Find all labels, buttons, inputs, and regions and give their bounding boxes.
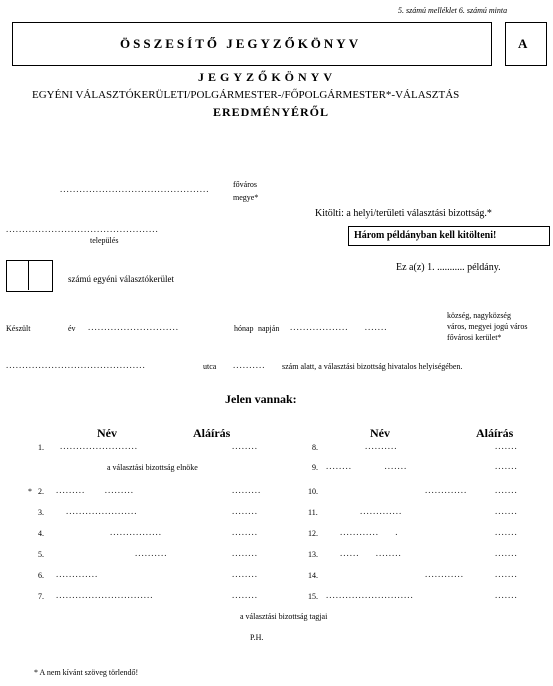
right-row-number: 12.: [308, 529, 318, 538]
district-label: számú egyéni választókerület: [68, 274, 174, 284]
right-row-signature-blank[interactable]: .......: [495, 506, 518, 516]
right-row-name-blank[interactable]: ........ .......: [326, 461, 408, 471]
month-blank[interactable]: ............................: [88, 322, 179, 332]
right-row-name-blank[interactable]: ...........................: [326, 590, 414, 600]
left-row-signature-blank[interactable]: ........: [232, 527, 258, 537]
kozseg-line-2: város, megyei jogú város: [447, 322, 528, 331]
street-blank[interactable]: ...........................................: [6, 360, 146, 370]
right-row-name-blank[interactable]: .............: [360, 506, 403, 516]
copy-number: Ez a(z) 1. ........... példány.: [396, 262, 501, 273]
elnoke-label: a választási bizottság elnöke: [107, 463, 198, 472]
left-col-signature-header: Aláírás: [193, 426, 231, 440]
left-row-name-blank[interactable]: ........................: [60, 441, 138, 451]
left-row-number: 1.: [38, 443, 44, 452]
left-row-number: 7.: [38, 592, 44, 601]
three-copies-note: Három példányban kell kitölteni!: [354, 230, 497, 241]
right-row-name-blank[interactable]: ............ .: [340, 527, 399, 537]
szam-alatt-text: szám alatt, a választási bizottság hivatalos helyiségében.: [282, 362, 463, 371]
left-row-signature-blank[interactable]: ........: [232, 441, 258, 451]
district-number-box[interactable]: [6, 260, 53, 292]
left-row-number: 4.: [38, 529, 44, 538]
left-row-name-blank[interactable]: ..............................: [56, 590, 154, 600]
settlement-blank[interactable]: ...............................................: [6, 224, 159, 234]
right-row-name-blank[interactable]: ............: [425, 569, 464, 579]
right-row-signature-blank[interactable]: .......: [495, 485, 518, 495]
telepules-label: település: [90, 236, 119, 245]
left-row-number: 2.: [38, 487, 44, 496]
left-row-name-blank[interactable]: ................: [110, 527, 162, 537]
kitolti-note: Kitölti: a helyi/területi választási bizottság.*: [315, 208, 492, 219]
place-blank[interactable]: .................. .......: [290, 322, 388, 332]
subtitle-line-2: EREDMÉNYÉRŐL: [213, 105, 330, 119]
annex-reference: 5. számú melléklet 6. számú minta: [398, 6, 508, 15]
left-row-name-blank[interactable]: ......... .........: [56, 485, 134, 495]
right-row-number: 8.: [312, 443, 318, 452]
napjan-label: napján: [258, 324, 280, 333]
right-row-name-blank[interactable]: ..........: [365, 441, 398, 451]
left-row-number: 5.: [38, 550, 44, 559]
left-row-number: 6.: [38, 571, 44, 580]
right-row-name-blank[interactable]: .............: [425, 485, 468, 495]
right-row-signature-blank[interactable]: .......: [495, 548, 518, 558]
left-row-number: 3.: [38, 508, 44, 517]
keszult-label: Készült: [6, 324, 31, 333]
honap-label: hónap: [234, 324, 254, 333]
utca-label: utca: [203, 362, 217, 371]
kozseg-line-3: fővárosi kerület*: [447, 333, 502, 342]
kozseg-line-1: község, nagyközség: [447, 311, 511, 320]
left-col-name-header: Név: [97, 426, 117, 440]
ph-stamp-label: P.H.: [250, 633, 264, 642]
jelen-vannak-heading: Jelen vannak:: [225, 392, 297, 406]
right-row-number: 14.: [308, 571, 318, 580]
right-row-signature-blank[interactable]: .......: [495, 590, 518, 600]
right-row-number: 9.: [312, 463, 318, 472]
footnote: * A nem kívánt szöveg törlendő!: [34, 668, 139, 677]
tagjai-label: a választási bizottság tagjai: [240, 612, 328, 621]
left-row-number: *: [28, 487, 32, 496]
right-row-number: 10.: [308, 487, 318, 496]
form-letter: A: [518, 36, 528, 51]
megye-label: megye*: [233, 193, 259, 202]
right-row-signature-blank[interactable]: .......: [495, 441, 518, 451]
right-row-signature-blank[interactable]: .......: [495, 527, 518, 537]
right-row-signature-blank[interactable]: .......: [495, 569, 518, 579]
right-row-name-blank[interactable]: ...... ........: [340, 548, 402, 558]
district-box-divider: [28, 260, 29, 290]
left-row-name-blank[interactable]: ......................: [66, 506, 138, 516]
county-blank[interactable]: ..............................................: [60, 184, 210, 194]
right-row-signature-blank[interactable]: .......: [495, 461, 518, 471]
left-row-signature-blank[interactable]: ........: [232, 590, 258, 600]
left-row-signature-blank[interactable]: ........: [232, 548, 258, 558]
right-row-number: 15.: [308, 592, 318, 601]
right-col-name-header: Név: [370, 426, 390, 440]
left-row-signature-blank[interactable]: ........: [232, 506, 258, 516]
summary-box-title: ÖSSZESÍTŐ JEGYZŐKÖNYV: [120, 36, 362, 51]
fovaros-label: főváros: [233, 180, 257, 189]
left-row-signature-blank[interactable]: .........: [232, 485, 262, 495]
left-row-signature-blank[interactable]: ........: [232, 569, 258, 579]
right-row-number: 11.: [308, 508, 318, 517]
left-row-name-blank[interactable]: ..........: [135, 548, 168, 558]
left-row-name-blank[interactable]: .............: [56, 569, 99, 579]
ev-label: év: [68, 324, 76, 333]
subtitle-line-1: EGYÉNI VÁLASZTÓKERÜLETI/POLGÁRMESTER-/FŐPOLGÁRMESTER*-VÁLASZTÁS: [32, 89, 460, 101]
house-number-blank[interactable]: ..........: [233, 360, 266, 370]
right-col-signature-header: Aláírás: [476, 426, 514, 440]
document-title: JEGYZŐKÖNYV: [198, 70, 337, 84]
right-row-number: 13.: [308, 550, 318, 559]
